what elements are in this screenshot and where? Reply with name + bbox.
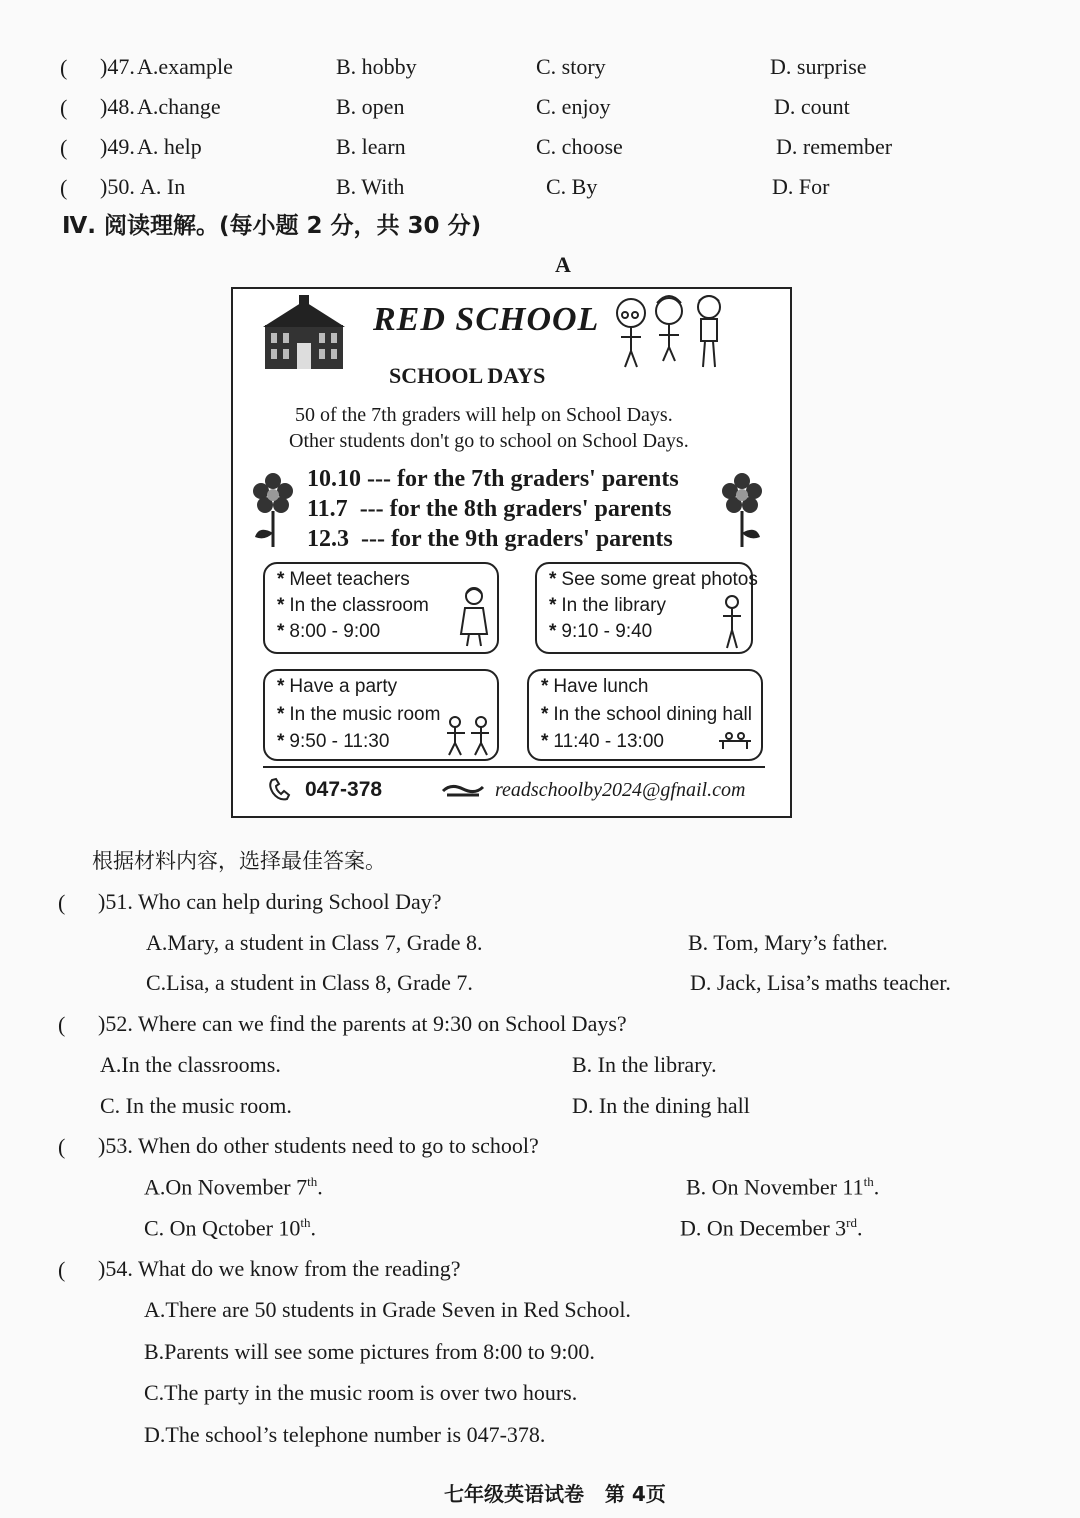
intro-line-1: 50 of the 7th graders will help on School Days. [295,404,673,426]
school-days-poster [231,287,792,818]
email-icon [441,783,485,799]
dancing-kids-icon [443,715,493,757]
schedule-row: 10.10 --- for the 7th graders' parents [307,466,679,492]
option-a: A.On November 7th. [144,1174,323,1200]
passage-label: A [555,252,571,277]
answer-bracket[interactable]: ( [58,1134,66,1159]
answer-bracket[interactable]: ( [58,1257,66,1282]
activity-time: * 9:10 - 9:40 [549,621,652,643]
intro-line-2: Other students don't go to school on School Days. [289,430,689,452]
person-icon [719,594,745,650]
option-a: A. In [140,174,186,199]
question-number: )50. [100,174,135,199]
option-d: D. surprise [770,54,867,79]
option-b: B. open [336,94,405,119]
option-d: D. For [772,174,830,199]
schedule-row: 11.7 --- for the 8th graders' parents [307,496,672,522]
activity-box-teachers [263,562,499,654]
option-b: B. On November 11th. [686,1174,880,1200]
answer-bracket[interactable]: ( [60,55,68,80]
option-c: C. In the music room. [100,1093,292,1118]
activity-box-lunch [527,669,763,761]
option-c: C.The party in the music room is over two hours. [144,1380,578,1405]
activity-name: * Meet teachers [277,569,410,591]
question-number: )48. [100,94,135,119]
question-stem: )54. What do we know from the reading? [98,1256,461,1281]
activity-time: * 9:50 - 11:30 [277,731,389,753]
option-b: B. learn [336,134,406,159]
option-c: C. story [536,54,606,79]
option-d: D. In the dining hall [572,1093,750,1118]
activity-time: * 11:40 - 13:00 [541,731,664,753]
option-a: A.change [137,94,221,119]
option-b: B. hobby [336,54,417,79]
option-d: D. On December 3rd. [680,1215,863,1241]
activity-box-party [263,669,499,761]
section-heading: Ⅳ. 阅读理解。(每小题 2 分，共 30 分) [62,213,482,239]
option-a: A.Mary, a student in Class 7, Grade 8. [146,930,483,955]
instruction: 根据材料内容，选择最佳答案。 [92,849,386,873]
option-d: D.The school’s telephone number is 047-378. [144,1422,546,1447]
option-c: C. enjoy [536,94,611,119]
answer-bracket[interactable]: ( [60,135,68,160]
option-b: B. In the library. [572,1052,717,1077]
page-footer: 七年级英语试卷 第 4页 [444,1482,666,1506]
answer-bracket[interactable]: ( [58,890,66,915]
phone-number: 047-378 [305,778,383,801]
option-c: C. On Qctober 10th. [144,1215,317,1241]
answer-bracket[interactable]: ( [60,175,68,200]
answer-bracket[interactable]: ( [58,1012,66,1037]
activity-place: * In the music room [277,704,440,726]
school-building-icon [261,295,347,373]
question-stem: )51. Who can help during School Day? [98,889,442,914]
option-c: C.Lisa, a student in Class 8, Grade 7. [146,970,473,995]
option-a: A.In the classrooms. [100,1052,281,1077]
activity-name: * Have lunch [541,676,648,698]
flower-icon [251,471,295,551]
option-a: A. help [137,134,202,159]
flower-icon [720,471,764,551]
activity-time: * 8:00 - 9:00 [277,621,380,643]
option-d: D. count [774,94,850,119]
teacher-icon [457,586,491,648]
question-number: )49. [100,134,135,159]
email-address: readschoolby2024@gfnail.com [495,779,746,801]
option-b: B.Parents will see some pictures from 8:00 to 9:00. [144,1339,595,1364]
phone-icon [267,777,293,803]
activity-name: * See some great photos [549,569,758,591]
option-c: C. choose [536,134,623,159]
activity-place: * In the classroom [277,595,429,617]
children-icon [611,291,735,375]
option-d: D. remember [776,134,893,159]
question-number: )47. [100,54,135,79]
schedule-row: 12.3 --- for the 9th graders' parents [307,526,673,552]
answer-bracket[interactable]: ( [60,95,68,120]
option-a: A.There are 50 students in Grade Seven in Red School. [144,1297,631,1322]
activity-box-photos [535,562,758,654]
option-d: D. Jack, Lisa’s maths teacher. [690,970,951,995]
divider [263,766,765,768]
option-b: B. With [336,174,405,199]
activity-name: * Have a party [277,676,397,698]
question-stem: )52. Where can we find the parents at 9:30 on School Days? [98,1011,627,1036]
option-c: C. By [546,174,598,199]
activity-place: * In the school dining hall [541,704,752,726]
poster-subtitle: SCHOOL DAYS [389,363,546,388]
option-b: B. Tom, Mary’s father. [688,930,888,955]
poster-title: RED SCHOOL [373,301,600,338]
option-a: A.example [137,54,233,79]
question-stem: )53. When do other students need to go to school? [98,1133,539,1158]
activity-place: * In the library [549,595,666,617]
dining-icon [717,731,753,751]
